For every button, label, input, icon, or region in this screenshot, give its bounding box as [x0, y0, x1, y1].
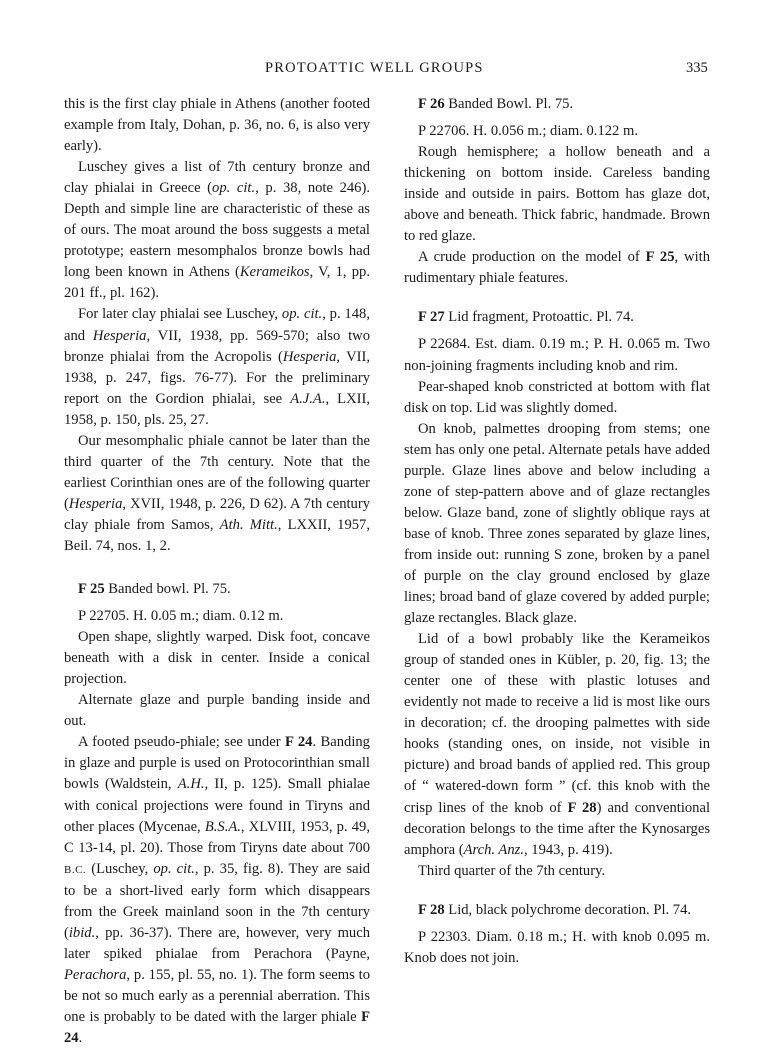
text-run: , II, p. 125). Small phialae with conical projections were found in Tiryns and other places (Mycenae,: [64, 776, 370, 835]
text-run: A.H.: [177, 776, 205, 793]
catalog-line: [404, 121, 710, 142]
text-run: F 26: [418, 96, 445, 112]
paragraph: [64, 94, 370, 157]
paragraph: [404, 142, 710, 247]
text-run: , LXII, 1958, p. 150, pls. 25, 27.: [64, 390, 371, 428]
text-run: , LXXII, 1957, Beil. 74, nos. 1, 2.: [64, 516, 370, 554]
text-run: F 25: [645, 249, 675, 266]
paragraph: [64, 627, 370, 690]
text-run: op. cit.: [281, 306, 323, 323]
paragraph: [64, 431, 370, 557]
paragraph: [404, 861, 710, 882]
entry-heading-f25: [64, 579, 370, 600]
text-run: P 22706. H. 0.056 m.; diam. 0.122 m.: [418, 123, 638, 140]
text-run: , XLVIII, 1953, p. 49, C 13-14, pl. 20). Those from Tiryns date about 700: [64, 818, 370, 856]
entry-heading-f26: [404, 94, 710, 115]
text-run: P 22684. Est. diam. 0.19 m.; P. H. 0.065 m. Two non-joining fragments including knob and rim.: [404, 336, 710, 374]
text-run: Luschey gives a list of 7th century bronze and clay phialai in Greece (: [64, 159, 370, 197]
paragraph: [64, 304, 370, 430]
entry-heading-f27: [404, 307, 710, 328]
paragraph: [64, 732, 370, 1049]
entry-heading-f28: [404, 900, 710, 921]
right-column: [404, 94, 710, 969]
text-run: , pp. 36-37). There are, however, very much later spiked phialae from Perachora (Payne,: [64, 924, 370, 962]
text-run: , XVII, 1948, p. 226, D 62). A 7th century clay phiale from Samos,: [64, 495, 370, 533]
text-run: Banded Bowl. Pl. 75.: [444, 96, 574, 112]
text-run: B.C.: [64, 863, 87, 876]
paragraph: [404, 247, 710, 289]
text-run: On knob, palmettes drooping from stems; one stem has only one petal. Alternate petals have added purple. Glaze lines above and below including a zone of step-pattern above and of glaze rectangles below. Glaze band, zone of slightly oblique rays at base of knob. Three zones separated by glaze lines, from inside out: running S zone, broken by a panel of purple on the clay ground enclosed by glaze lines; broad band of glaze covered by added purple; glaze rectangles. Black glaze.: [404, 420, 710, 627]
text-run: Arch. Anz.: [463, 841, 524, 858]
text-run: this is the first clay phiale in Athens (another footed example from Italy, Dohan, p. 36, no. 6, is also very early).: [64, 96, 370, 155]
text-run: Banded bowl. Pl. 75.: [104, 581, 231, 598]
catalog-line: [64, 606, 370, 627]
text-run: F 27: [418, 309, 445, 326]
text-run: F 25: [78, 581, 105, 598]
text-run: Lid of a bowl probably like the Kerameikos group of standed ones in Kübler, p. 20, fig. 13; the center one of these with plastic lotuses and evidently not made to receive a lid is most like ours in decoration; cf. the drooping palmettes with side hooks (standing ones, on inside, not visible in picture) and broad bands of applied red. This group of “ watered-down form ” (cf. this knob with the crisp lines of the knob of: [404, 631, 710, 816]
text-run: P 22303. Diam. 0.18 m.; H. with knob 0.095 m. Knob does not join.: [404, 928, 710, 966]
text-run: Rough hemisphere; a hollow beneath and a thickening on bottom inside. Careless banding inside and outside in pairs. Bottom has glaze dot, above and beneath. Thick fabric, handmade. Brown to red glaze.: [404, 144, 710, 245]
paragraph: [404, 629, 710, 861]
page-number: 335: [686, 60, 708, 76]
paragraph: [64, 157, 370, 304]
text-run: Ath. Mitt.: [219, 516, 278, 533]
catalog-line: [404, 334, 710, 376]
text-run: , VII, 1938, p. 247, figs. 76-77). For the preliminary report on the Gordion phialai, see: [64, 348, 370, 407]
text-run: , p. 38, note 246). Depth and simple line are characteristic of these as of ours. The moat around the boss suggests a metal prototype; eastern mesomphalos bronze bowls had long been known in Athens (: [64, 180, 370, 281]
text-run: Third quarter of the 7th century.: [418, 862, 606, 879]
left-column: [64, 94, 370, 1049]
text-run: Hesperia: [68, 495, 123, 512]
text-run: , p. 35, fig. 8). They are said to be a short-lived early form which disappears from the Greek mainland soon in the 7th century (: [64, 860, 370, 941]
text-run: op. cit.: [153, 860, 195, 877]
text-run: A.J.A.: [290, 390, 326, 407]
text-run: Lid, black polychrome decoration. Pl. 74.: [444, 901, 692, 918]
text-run: op. cit.: [212, 180, 256, 197]
text-run: , V, 1, pp. 201 ff., pl. 162).: [64, 264, 370, 302]
text-run: , p. 148, and: [64, 306, 370, 344]
text-run: ) and conventional decoration belongs to the time after the Kynosarges amphora (: [404, 799, 711, 858]
text-run: Open shape, slightly warped. Disk foot, concave beneath with a disk in center. Inside a conical projection.: [64, 629, 370, 688]
text-run: , 1943, p. 419).: [523, 841, 613, 858]
paragraph: [64, 690, 370, 732]
text-run: P 22705. H. 0.05 m.; diam. 0.12 m.: [78, 608, 284, 625]
text-run: For later clay phialai see Luschey,: [78, 306, 282, 323]
page-header: [0, 60, 773, 84]
text-run: F 24: [285, 734, 313, 751]
catalog-line: [404, 927, 710, 969]
text-run: Perachora: [64, 966, 127, 983]
paragraph: [404, 419, 710, 629]
text-run: ibid.: [68, 924, 96, 941]
text-run: , p. 155, pl. 55, no. 1). The form seems to be not so much early as a perennial aberration. This one is probably to be dated with the larger phiale: [64, 966, 370, 1025]
text-run: Alternate glaze and purple banding inside and out.: [64, 692, 370, 730]
paragraph: [404, 377, 710, 419]
text-run: Pear-shaped knob constricted at bottom with flat disk on top. Lid was slightly domed.: [404, 378, 710, 416]
text-run: , VII, 1938, pp. 569-570; also two bronze phialai from the Acropolis (: [64, 327, 370, 365]
text-run: , with rudimentary phiale features.: [404, 249, 710, 287]
text-run: B.S.A.: [204, 818, 241, 835]
text-run: A crude production on the model of: [418, 249, 646, 266]
text-run: F 24: [64, 1008, 370, 1047]
text-run: . Banding in glaze and purple is used on Protocorinthian small bowls (Waldstein,: [64, 734, 370, 793]
text-run: Our mesomphalic phiale cannot be later than the third quarter of the 7th century. Note that the earliest Corinthian ones are of the following quarter (: [64, 432, 370, 512]
text-run: Kerameikos: [239, 264, 310, 281]
text-run: F 28: [567, 799, 597, 816]
text-run: Hesperia: [92, 327, 147, 344]
text-run: Hesperia: [282, 348, 337, 365]
text-run: F 28: [418, 901, 445, 918]
text-run: Lid fragment, Protoattic. Pl. 74.: [444, 309, 634, 326]
text-run: .: [78, 1030, 83, 1047]
text-run: (Luschey,: [86, 860, 154, 877]
running-title: PROTOATTIC WELL GROUPS: [265, 60, 484, 76]
text-run: A footed pseudo-phiale; see under: [78, 734, 286, 751]
